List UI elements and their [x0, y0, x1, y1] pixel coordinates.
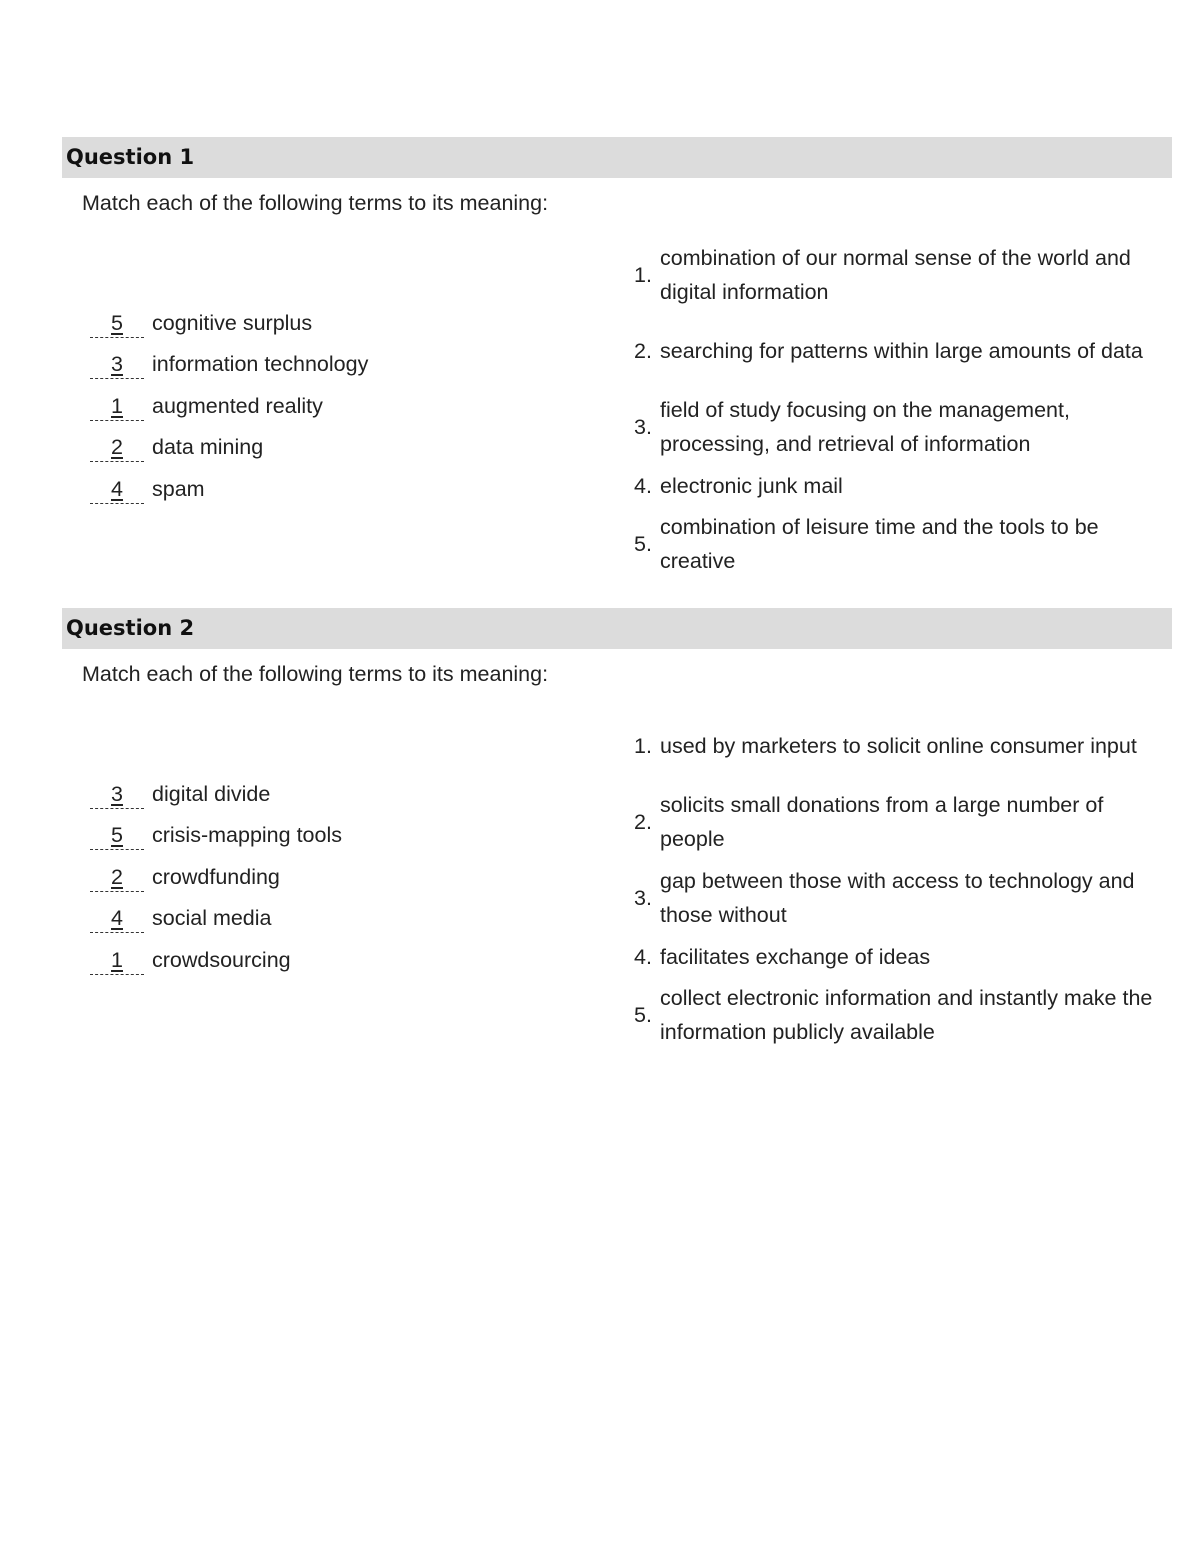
term-row: [90, 782, 270, 812]
definition-text: gap between those with access to technology and those without: [660, 869, 1135, 927]
answer-value: 2: [111, 865, 123, 889]
definition-text: combination of our normal sense of the world and digital information: [660, 246, 1131, 304]
definition-item: [634, 981, 1164, 1049]
term-row: [90, 477, 205, 507]
definition-text: searching for patterns within large amounts of data: [660, 339, 1143, 363]
term-label: crisis-mapping tools: [152, 823, 342, 847]
term-row: [90, 435, 263, 465]
definition-number: 4.: [634, 945, 652, 969]
answer-value: 4: [111, 906, 123, 930]
definition-text: collect electronic information and instantly make the information publicly available: [660, 986, 1153, 1044]
definition-item: [634, 864, 1164, 932]
definition-item: [634, 788, 1164, 856]
term-label: data mining: [152, 435, 264, 459]
answer-blank[interactable]: [90, 948, 144, 973]
definition-number: 2.: [634, 810, 652, 834]
definition-text: facilitates exchange of ideas: [660, 945, 931, 969]
definition-item: [634, 317, 1164, 385]
definition-item: [634, 940, 1164, 974]
answer-blank[interactable]: [90, 311, 144, 336]
answer-blank[interactable]: [90, 823, 144, 848]
answer-blank[interactable]: [90, 435, 144, 460]
definition-text: electronic junk mail: [660, 474, 843, 498]
question-prompt: Match each of the following terms to its meaning:: [82, 662, 549, 686]
answer-value: 5: [111, 823, 123, 847]
definition-number: 1.: [634, 734, 652, 758]
question-2: [62, 608, 1172, 1058]
term-row: [90, 823, 342, 853]
definition-number: 2.: [634, 339, 652, 363]
definition-number: 4.: [634, 474, 652, 498]
answer-blank[interactable]: [90, 782, 144, 807]
question-prompt: Match each of the following terms to its meaning:: [82, 191, 549, 215]
definition-item: [634, 469, 1164, 503]
answer-blank[interactable]: [90, 906, 144, 931]
answer-value: 2: [111, 435, 123, 459]
term-row: [90, 906, 272, 936]
definition-item: [634, 241, 1164, 309]
question-1: [62, 137, 1172, 587]
answer-blank[interactable]: [90, 865, 144, 890]
definition-number: 3.: [634, 886, 652, 910]
term-label: information technology: [152, 352, 369, 376]
question-title: Question 1: [62, 137, 1172, 178]
definition-text: solicits small donations from a large number of people: [660, 793, 1104, 851]
term-row: [90, 394, 323, 424]
answer-value: 1: [111, 948, 123, 972]
definition-item: [634, 393, 1164, 461]
term-label: augmented reality: [152, 394, 323, 418]
answer-value: 5: [111, 311, 123, 335]
definition-number: 5.: [634, 1003, 652, 1027]
term-label: spam: [152, 477, 205, 501]
definition-text: used by marketers to solicit online consumer input: [660, 734, 1137, 758]
definition-text: field of study focusing on the management, processing, and retrieval of information: [660, 398, 1070, 456]
term-label: crowdsourcing: [152, 948, 291, 972]
term-row: [90, 948, 291, 978]
answer-value: 3: [111, 782, 123, 806]
term-label: cognitive surplus: [152, 311, 313, 335]
definition-text: combination of leisure time and the tools to be creative: [660, 515, 1099, 573]
definition-item: [634, 712, 1164, 780]
answer-blank[interactable]: [90, 352, 144, 377]
term-row: [90, 865, 280, 895]
answer-value: 4: [111, 477, 123, 501]
definition-number: 5.: [634, 532, 652, 556]
term-label: social media: [152, 906, 272, 930]
answer-blank[interactable]: [90, 477, 144, 502]
definition-number: 1.: [634, 263, 652, 287]
answer-value: 1: [111, 394, 123, 418]
answer-value: 3: [111, 352, 123, 376]
term-label: crowdfunding: [152, 865, 280, 889]
term-label: digital divide: [152, 782, 271, 806]
definition-number: 3.: [634, 415, 652, 439]
answer-blank[interactable]: [90, 394, 144, 419]
definition-item: [634, 510, 1164, 578]
question-title: Question 2: [62, 608, 1172, 649]
term-row: [90, 352, 368, 382]
term-row: [90, 311, 312, 341]
